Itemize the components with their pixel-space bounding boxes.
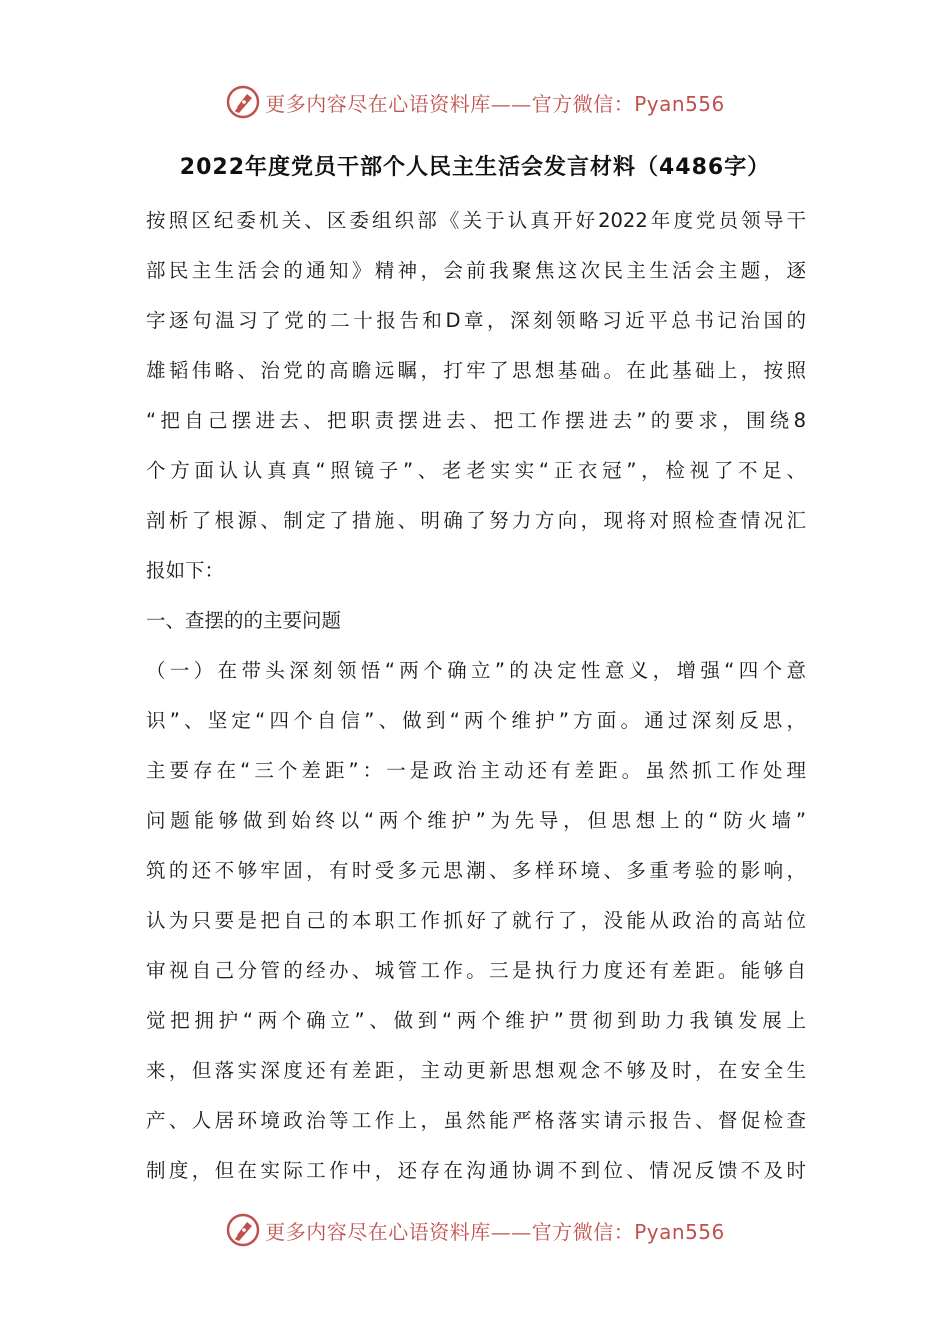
body-line: 剖析了根源、制定了措施、明确了努力方向，现将对照检查情况汇 [146,509,806,532]
header-site-text: 更多内容尽在心语资料库 [265,91,491,116]
section-heading: 一、查摆的的主要问题 [146,609,342,632]
body-line: 主要存在“三个差距”：一是政治主动还有差距。虽然抓工作处理 [146,759,806,782]
body-line: 报如下： [146,559,225,582]
body-line: 按照区纪委机关、区委组织部《关于认真开好2022年度党员领导干 [146,209,806,232]
header-wechat-label: 官方微信： [531,91,635,116]
body-line: “把自己摆进去、把职责摆进去、把工作摆进去”的要求，围绕8 [146,409,806,432]
header-watermark-text [265,88,725,117]
body-line: 问题能够做到始终以“两个维护”为先导，但思想上的“防火墙” [146,809,806,832]
footer-dash: —— [490,1219,532,1244]
footer-watermark-banner [0,1208,950,1252]
document-title: 2022年度党员干部个人民主生活会发言材料（4486字） [179,155,771,180]
body-line: 认为只要是把自己的本职工作抓好了就行了，没能从政治的高站位 [146,909,806,932]
header-dash: —— [490,91,532,116]
header-watermark-banner [0,80,950,124]
document-body [146,196,806,1196]
body-line: 来，但落实深度还有差距，主动更新思想观念不够及时，在安全生 [146,1059,806,1082]
body-line: 产、人居环境政治等工作上，虽然能严格落实请示报告、督促检查 [146,1109,806,1132]
footer-site-text: 更多内容尽在心语资料库 [265,1219,491,1244]
body-line: 雄韬伟略、治党的高瞻远瞩，打牢了思想基础。在此基础上，按照 [146,359,806,382]
body-line: 审视自己分管的经办、城管工作。三是执行力度还有差距。能够自 [146,959,806,982]
body-line: （一）在带头深刻领悟“两个确立”的决定性意义，增强“四个意 [146,659,806,682]
header-wechat-id: Pyan556 [634,91,725,116]
body-line: 识”、坚定“四个自信”、做到“两个维护”方面。通过深刻反思， [146,709,806,732]
body-line: 部民主生活会的通知》精神，会前我聚焦这次民主生活会主题，逐 [146,259,806,282]
footer-watermark-text [265,1216,725,1245]
body-line: 筑的还不够牢固，有时受多元思潮、多样环境、多重考验的影响， [146,859,806,882]
footer-wechat-id: Pyan556 [634,1219,725,1244]
body-line: 字逐句温习了党的二十报告和D章，深刻领略习近平总书记治国的 [146,309,806,332]
pen-nib-logo-icon [225,84,261,120]
body-line: 个方面认认真真“照镜子”、老老实实“正衣冠”，检视了不足、 [146,459,806,482]
body-line: 制度，但在实际工作中，还存在沟通协调不到位、情况反馈不及时 [146,1159,806,1182]
body-line: 觉把拥护“两个确立”、做到“两个维护”贯彻到助力我镇发展上 [146,1009,806,1032]
footer-wechat-label: 官方微信： [531,1219,635,1244]
pen-nib-logo-icon [225,1212,261,1248]
